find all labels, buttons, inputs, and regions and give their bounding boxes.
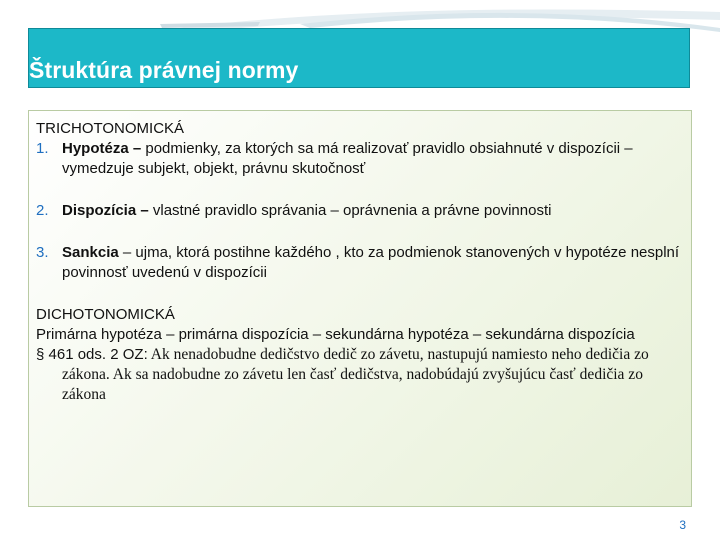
title-bar: [28, 28, 690, 88]
legal-reference: § 461 ods. 2 OZ:: [36, 346, 148, 363]
item-term: Sankcia: [62, 244, 119, 261]
item-term: Hypotéza –: [62, 140, 142, 157]
tri-heading: TRICHOTONOMICKÁ: [36, 120, 185, 137]
di-heading: DICHOTONOMICKÁ: [36, 306, 175, 323]
item-text: vlastné pravidlo správania – oprávnenia a právne povinnosti: [148, 202, 552, 219]
item-term: Dispozícia –: [62, 202, 149, 219]
item-number: 3.: [36, 244, 49, 261]
page-number: 3: [679, 518, 686, 532]
di-line: Primárna hypotéza – primárna dispozícia – sekundárna hypotéza – sekundárna dispozícia: [36, 326, 635, 343]
item-text: – ujma, ktorá postihne každého , kto za podmienok stanovených v hypotéze nesplní povinnosť uvedenú v dispozícii: [62, 244, 680, 281]
item-number: 1.: [36, 140, 49, 157]
slide-title: Štruktúra právnej normy: [29, 57, 299, 83]
content-box: [28, 110, 692, 507]
legal-text: Ak nenadobudne dedičstvo dedič zo závetu, nastupujú namiesto neho dedičia zo zákona. Ak sa nadobudne zo závetu len časť dedičstva, nadobúdajú zvyšujúcu časť dedičia zo zákona: [62, 346, 649, 403]
tri-item-3: [36, 243, 683, 283]
tri-item-1: [36, 139, 683, 179]
item-number: 2.: [36, 202, 49, 219]
legal-citation: [36, 345, 683, 405]
item-text: podmienky, za ktorých sa má realizovať pravidlo obsiahnuté v dispozícii – vymedzuje subjekt, objekt, právnu skutočnosť: [62, 140, 633, 177]
tri-item-2: [36, 201, 683, 221]
